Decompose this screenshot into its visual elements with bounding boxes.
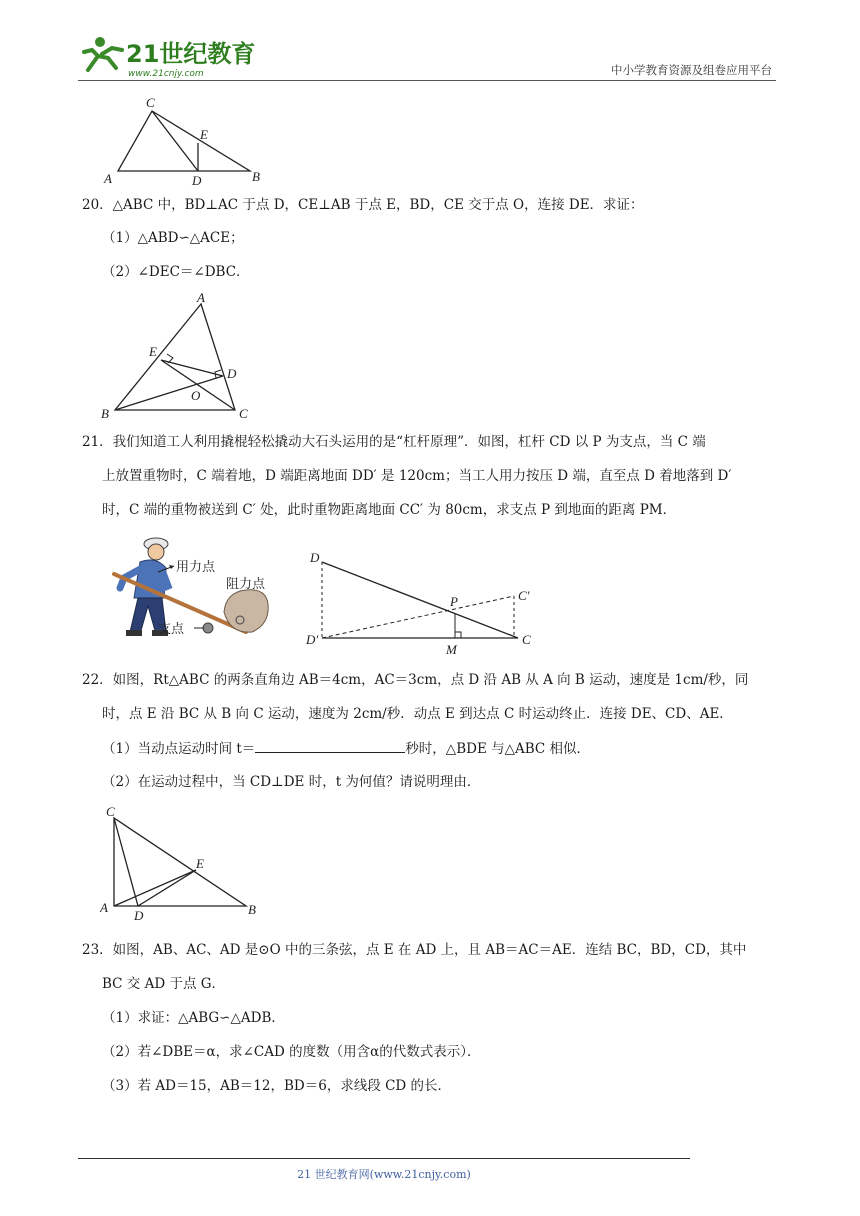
label-b: B [101, 406, 109, 421]
label-c-prime: C′ [518, 588, 530, 603]
label-m: M [446, 642, 457, 657]
label-c: C [522, 632, 531, 647]
label-b: B [248, 902, 256, 917]
logo-url: www.21cnjy.com [128, 69, 204, 79]
label-a: A [104, 171, 112, 186]
worker-lever-illustration [100, 528, 285, 646]
q22-part1 [102, 738, 590, 759]
label-c: C [146, 95, 155, 110]
label-d-prime: D′ [306, 632, 319, 647]
q22-part2: （2）在运动过程中，当 CD⊥DE 时，t 为何值？请说明理由． [102, 774, 481, 790]
q23-part1: （1）求证：△ABG∽△ADB． [102, 1010, 285, 1026]
q22-stem-line2: 时，点 E 沿 BC 从 B 向 C 运动，速度为 2cm/秒．动点 E 到达点 C 时运动终止．连接 DE、CD、AE． [102, 706, 733, 722]
label-d: D [134, 908, 144, 922]
q21-stem-line2: 上放置重物时，C 端着地，D 端距离地面 DD′ 是 120cm；当工人用力按压 D 端，直至点 D 着地落到 D′ [102, 468, 732, 484]
q23-part3: （3）若 AD＝15，AB＝12，BD＝6，求线段 CD 的长． [102, 1078, 452, 1094]
label-e: E [149, 344, 157, 359]
q23-part2: （2）若∠DBE＝α，求∠CAD 的度数（用含α的代数式表示）． [102, 1044, 481, 1060]
q22-stem-line1: 22．如图，Rt△ABC 的两条直角边 AB＝4cm，AC＝3cm，点 D 沿 AB 从 A 向 B 运动，速度是 1cm/秒，同 [82, 672, 749, 688]
label-pivot-point: 支点 [158, 622, 185, 637]
q20-part1: （1）△ABD∽△ACE； [102, 230, 244, 246]
figure-q19-triangle [100, 95, 270, 190]
label-b: B [252, 169, 260, 184]
footer-divider [78, 1158, 690, 1159]
q22-part1-prefix: （1）当动点运动时间 t＝ [102, 741, 256, 757]
label-force-point: 用力点 [176, 560, 216, 575]
q21-stem-line1: 21．我们知道工人利用撬棍轻松撬动大石头运用的是“杠杆原理”．如图，杠杆 CD 以 P 为支点，当 C 端 [82, 434, 706, 450]
figure-q21-lever [302, 546, 542, 658]
answer-blank[interactable] [255, 738, 405, 753]
q20-part2: （2）∠DEC＝∠DBC． [102, 264, 250, 280]
runner-icon [84, 37, 122, 70]
label-d: D [227, 366, 237, 381]
q21-stem-line3: 时，C 端的重物被送到 C′ 处，此时重物距离地面 CC′ 为 80cm，求支点 P 到地面的距离 PM． [102, 502, 677, 518]
logo-text: 21世纪教育 [126, 40, 256, 68]
label-c: C [106, 804, 115, 819]
q22-part1-suffix: 秒时，△BDE 与△ABC 相似． [405, 741, 591, 757]
figure-q20-triangle [95, 290, 265, 425]
label-d: D [192, 173, 202, 188]
label-o: O [191, 388, 201, 403]
label-a: A [197, 290, 205, 305]
header-divider [78, 80, 776, 81]
label-c: C [239, 406, 248, 421]
label-p: P [450, 594, 458, 609]
label-resist-point: 阻力点 [226, 577, 266, 592]
site-logo [78, 32, 258, 80]
pivot-icon [203, 623, 213, 633]
figure-q22-right-triangle [100, 800, 270, 922]
label-e: E [196, 856, 204, 871]
q20-stem: 20．△ABC 中，BD⊥AC 于点 D，CE⊥AB 于点 E，BD，CE 交于点 O，连接 DE．求证： [82, 197, 644, 213]
q23-stem-line2: BC 交 AD 于点 G． [102, 976, 226, 992]
label-e: E [200, 127, 208, 142]
label-d: D [310, 550, 320, 565]
q23-stem-line1: 23．如图，AB、AC、AD 是⊙O 中的三条弦，点 E 在 AD 上，且 AB＝AC＝AE．连结 BC，BD，CD，其中 [82, 942, 747, 958]
footer-text: 21 世纪教育网(www.21cnjy.com) [297, 1168, 471, 1181]
label-a: A [100, 900, 108, 915]
header-platform-text: 中小学教育资源及组卷应用平台 [611, 63, 772, 77]
